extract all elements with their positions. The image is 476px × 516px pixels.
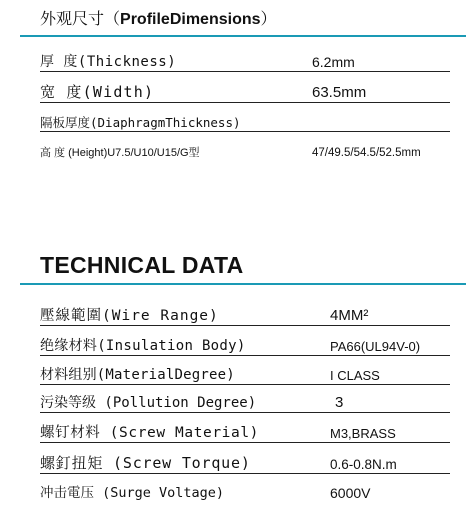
row-underline — [40, 355, 450, 356]
spec-row-height — [40, 140, 450, 162]
row-underline — [40, 325, 450, 326]
row-underline — [40, 412, 450, 413]
technical-heading-divider — [20, 283, 466, 285]
spec-row-pollution-degree — [40, 390, 450, 413]
profile-title-zh: 外观尺寸 — [40, 9, 105, 28]
spec-label: 螺钉材料 (Screw Material) — [40, 424, 260, 441]
spec-value: 3 — [335, 394, 344, 411]
row-underline — [40, 384, 450, 385]
spec-value: PA66(UL94V-0) — [330, 339, 421, 354]
spec-row-screw-material — [40, 419, 450, 443]
spec-value: 4MM² — [330, 307, 369, 324]
spec-value: 47/49.5/54.5/52.5mm — [312, 146, 421, 159]
spec-value: 0.6-0.8N.m — [330, 456, 397, 472]
profile-dimensions-heading: 外观尺寸（ProfileDimensions） — [40, 9, 277, 28]
spec-row-wire-range — [40, 303, 450, 326]
row-underline — [40, 131, 450, 132]
spec-label: 冲击電压 (Surge Voltage) — [40, 484, 225, 501]
spec-label: 绝缘材料(Insulation Body) — [40, 338, 246, 354]
spec-label: 高 度 (Height)U7.5/U10/U15/G型 — [40, 147, 200, 159]
spec-row-material-degree — [40, 362, 450, 385]
spec-label: 污染等级 (Pollution Degree) — [40, 395, 257, 411]
spec-value: M3,BRASS — [330, 426, 396, 441]
spec-value: I CLASS — [330, 368, 380, 383]
row-underline — [40, 102, 450, 103]
spec-row-surge-voltage — [40, 480, 450, 503]
spec-label: 宽 度(Width) — [40, 83, 155, 101]
spec-value: 6000V — [330, 485, 371, 501]
spec-label: 厚 度(Thickness) — [40, 54, 177, 70]
spec-row-diaphragm-thickness — [40, 111, 450, 132]
profile-title-en: ProfileDimensions — [120, 11, 261, 28]
spec-value: 6.2mm — [312, 54, 355, 70]
spec-label: 材料组别(MaterialDegree) — [40, 367, 235, 383]
spec-label: 螺釘扭矩 (Screw Torque) — [40, 454, 251, 472]
row-underline — [40, 473, 450, 474]
spec-row-insulation-body — [40, 333, 450, 356]
row-underline — [40, 442, 450, 443]
spec-value: 63.5mm — [312, 84, 367, 101]
spec-row-width — [40, 79, 450, 103]
profile-heading-divider — [20, 35, 466, 37]
row-underline — [40, 71, 450, 72]
spec-label: 隔板厚度(DiaphragmThickness) — [40, 114, 241, 130]
spec-row-screw-torque — [40, 449, 450, 474]
technical-data-heading: TECHNICAL DATA — [40, 252, 244, 278]
spec-row-thickness — [40, 50, 450, 72]
spec-label: 壓線範圍(Wire Range) — [40, 307, 219, 324]
